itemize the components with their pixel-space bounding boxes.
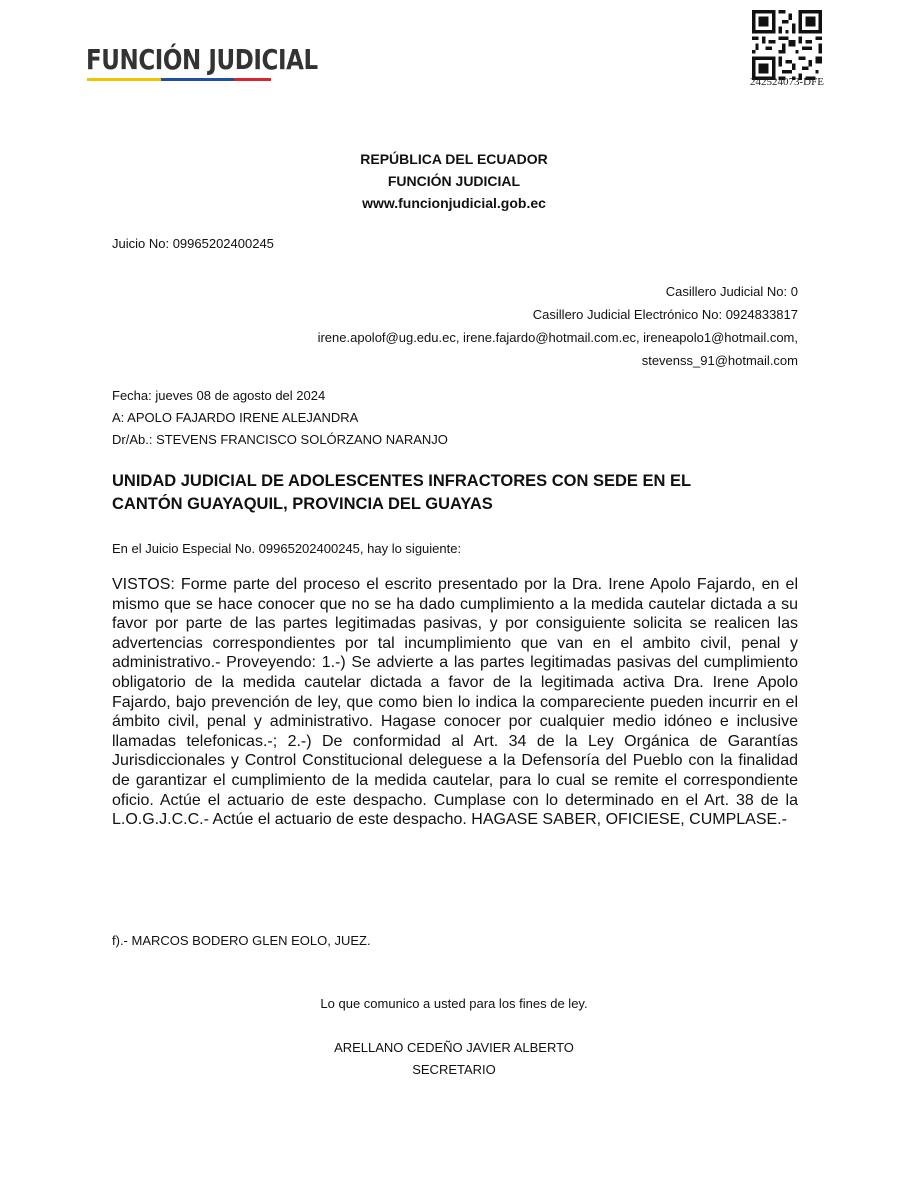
case-number: Juicio No: 09965202400245 — [112, 236, 274, 251]
casillero-emails-1: irene.apolof@ug.edu.ec, irene.fajardo@hotmail.com.ec, ireneapolo1@hotmail.com, — [317, 330, 798, 345]
logo-bar-yellow-2 — [124, 78, 161, 81]
casillero-electronico: Casillero Judicial Electrónico No: 0924833817 — [532, 307, 798, 322]
logo-bar-blue-2 — [197, 78, 234, 81]
logo-bar-blue — [161, 78, 198, 81]
resolution-body: VISTOS: Forme parte del proceso el escrito presentado por la Dra. Irene Apolo Fajardo, en el mismo que se hace conocer que no se ha dado cumplimiento a la medida cautelar dictada a su favor por parte de las partes legitimadas pasivas, y por consiguiente solicita se realicen las advertencias correspondientes por tal incumplimiento que van en el ambito civil, penal y administrativo.- Proveyendo: 1.-) Se advierte a las partes legitimadas pasivas del cumplimiento obligatorio de la medida cautelar dictada a favor de la legitimada activa Dra. Irene Apolo Fajardo, bajo prevención de ley, que como bien lo indica la compareciente pueden incurrir en el ámbito civil, penal y administrativo. Hagase conocer por cualquier medio idóneo e inclusive llamadas telefonicas.-; 2.-) De conformidad al Art. 34 de la Ley Orgánica de Garantías Jurisdiccionales y Control Constitucional deleguese a la Defensoría del Pueblo con la finalidad de garantizar el cumplimiento de la medida cautelar, para lo cual se remite el correspondiente oficio. Actúe el actuario de este despacho. Cumplase con lo determinado en el Art. 38 de la L.O.G.J.C.C.- Actúe el actuario de este despacho. HAGASE SABER, OFICIESE, CUMPLASE.- — [112, 576, 798, 829]
notice-lawyer: Dr/Ab.: STEVENS FRANCISCO SOLÓRZANO NARANJO — [112, 432, 448, 447]
logo-bar-red — [234, 78, 271, 81]
institution-header — [0, 148, 908, 214]
casillero-emails-2: stevenss_91@hotmail.com — [641, 353, 798, 368]
logo-bar-yellow — [87, 78, 124, 81]
casillero-judicial: Casillero Judicial No: 0 — [665, 284, 798, 299]
funcion-judicial-logo: FUNCIÓN JUDICIAL — [86, 43, 318, 76]
qr-code-label: 242524073-DFE — [750, 76, 824, 88]
secretary-name: ARELLANO CEDEÑO JAVIER ALBERTO — [334, 1040, 574, 1055]
qr-code-icon — [752, 10, 822, 80]
closing-statement: Lo que comunico a usted para los fines de ley. — [320, 996, 588, 1011]
judicial-unit-line-2: CANTÓN GUAYAQUIL, PROVINCIA DEL GUAYAS — [112, 495, 493, 513]
function-title: FUNCIÓN JUDICIAL — [387, 173, 521, 189]
casillero-block — [318, 280, 798, 372]
republic-title: REPÚBLICA DEL ECUADOR — [360, 151, 548, 167]
notice-date: Fecha: jueves 08 de agosto del 2024 — [112, 388, 326, 403]
case-intro: En el Juicio Especial No. 09965202400245, hay lo siguiente: — [112, 541, 462, 556]
logo-color-bar — [87, 78, 271, 81]
judicial-unit-title — [112, 470, 812, 516]
judicial-unit-line-1: UNIDAD JUDICIAL DE ADOLESCENTES INFRACTORES CON SEDE EN EL — [112, 472, 692, 490]
secretary-title: SECRETARIO — [412, 1062, 496, 1077]
notice-recipient: A: APOLO FAJARDO IRENE ALEJANDRA — [112, 410, 359, 425]
website-text: www.funcionjudicial.gob.ec — [362, 195, 546, 211]
judge-signature: f).- MARCOS BODERO GLEN EOLO, JUEZ. — [112, 933, 371, 948]
